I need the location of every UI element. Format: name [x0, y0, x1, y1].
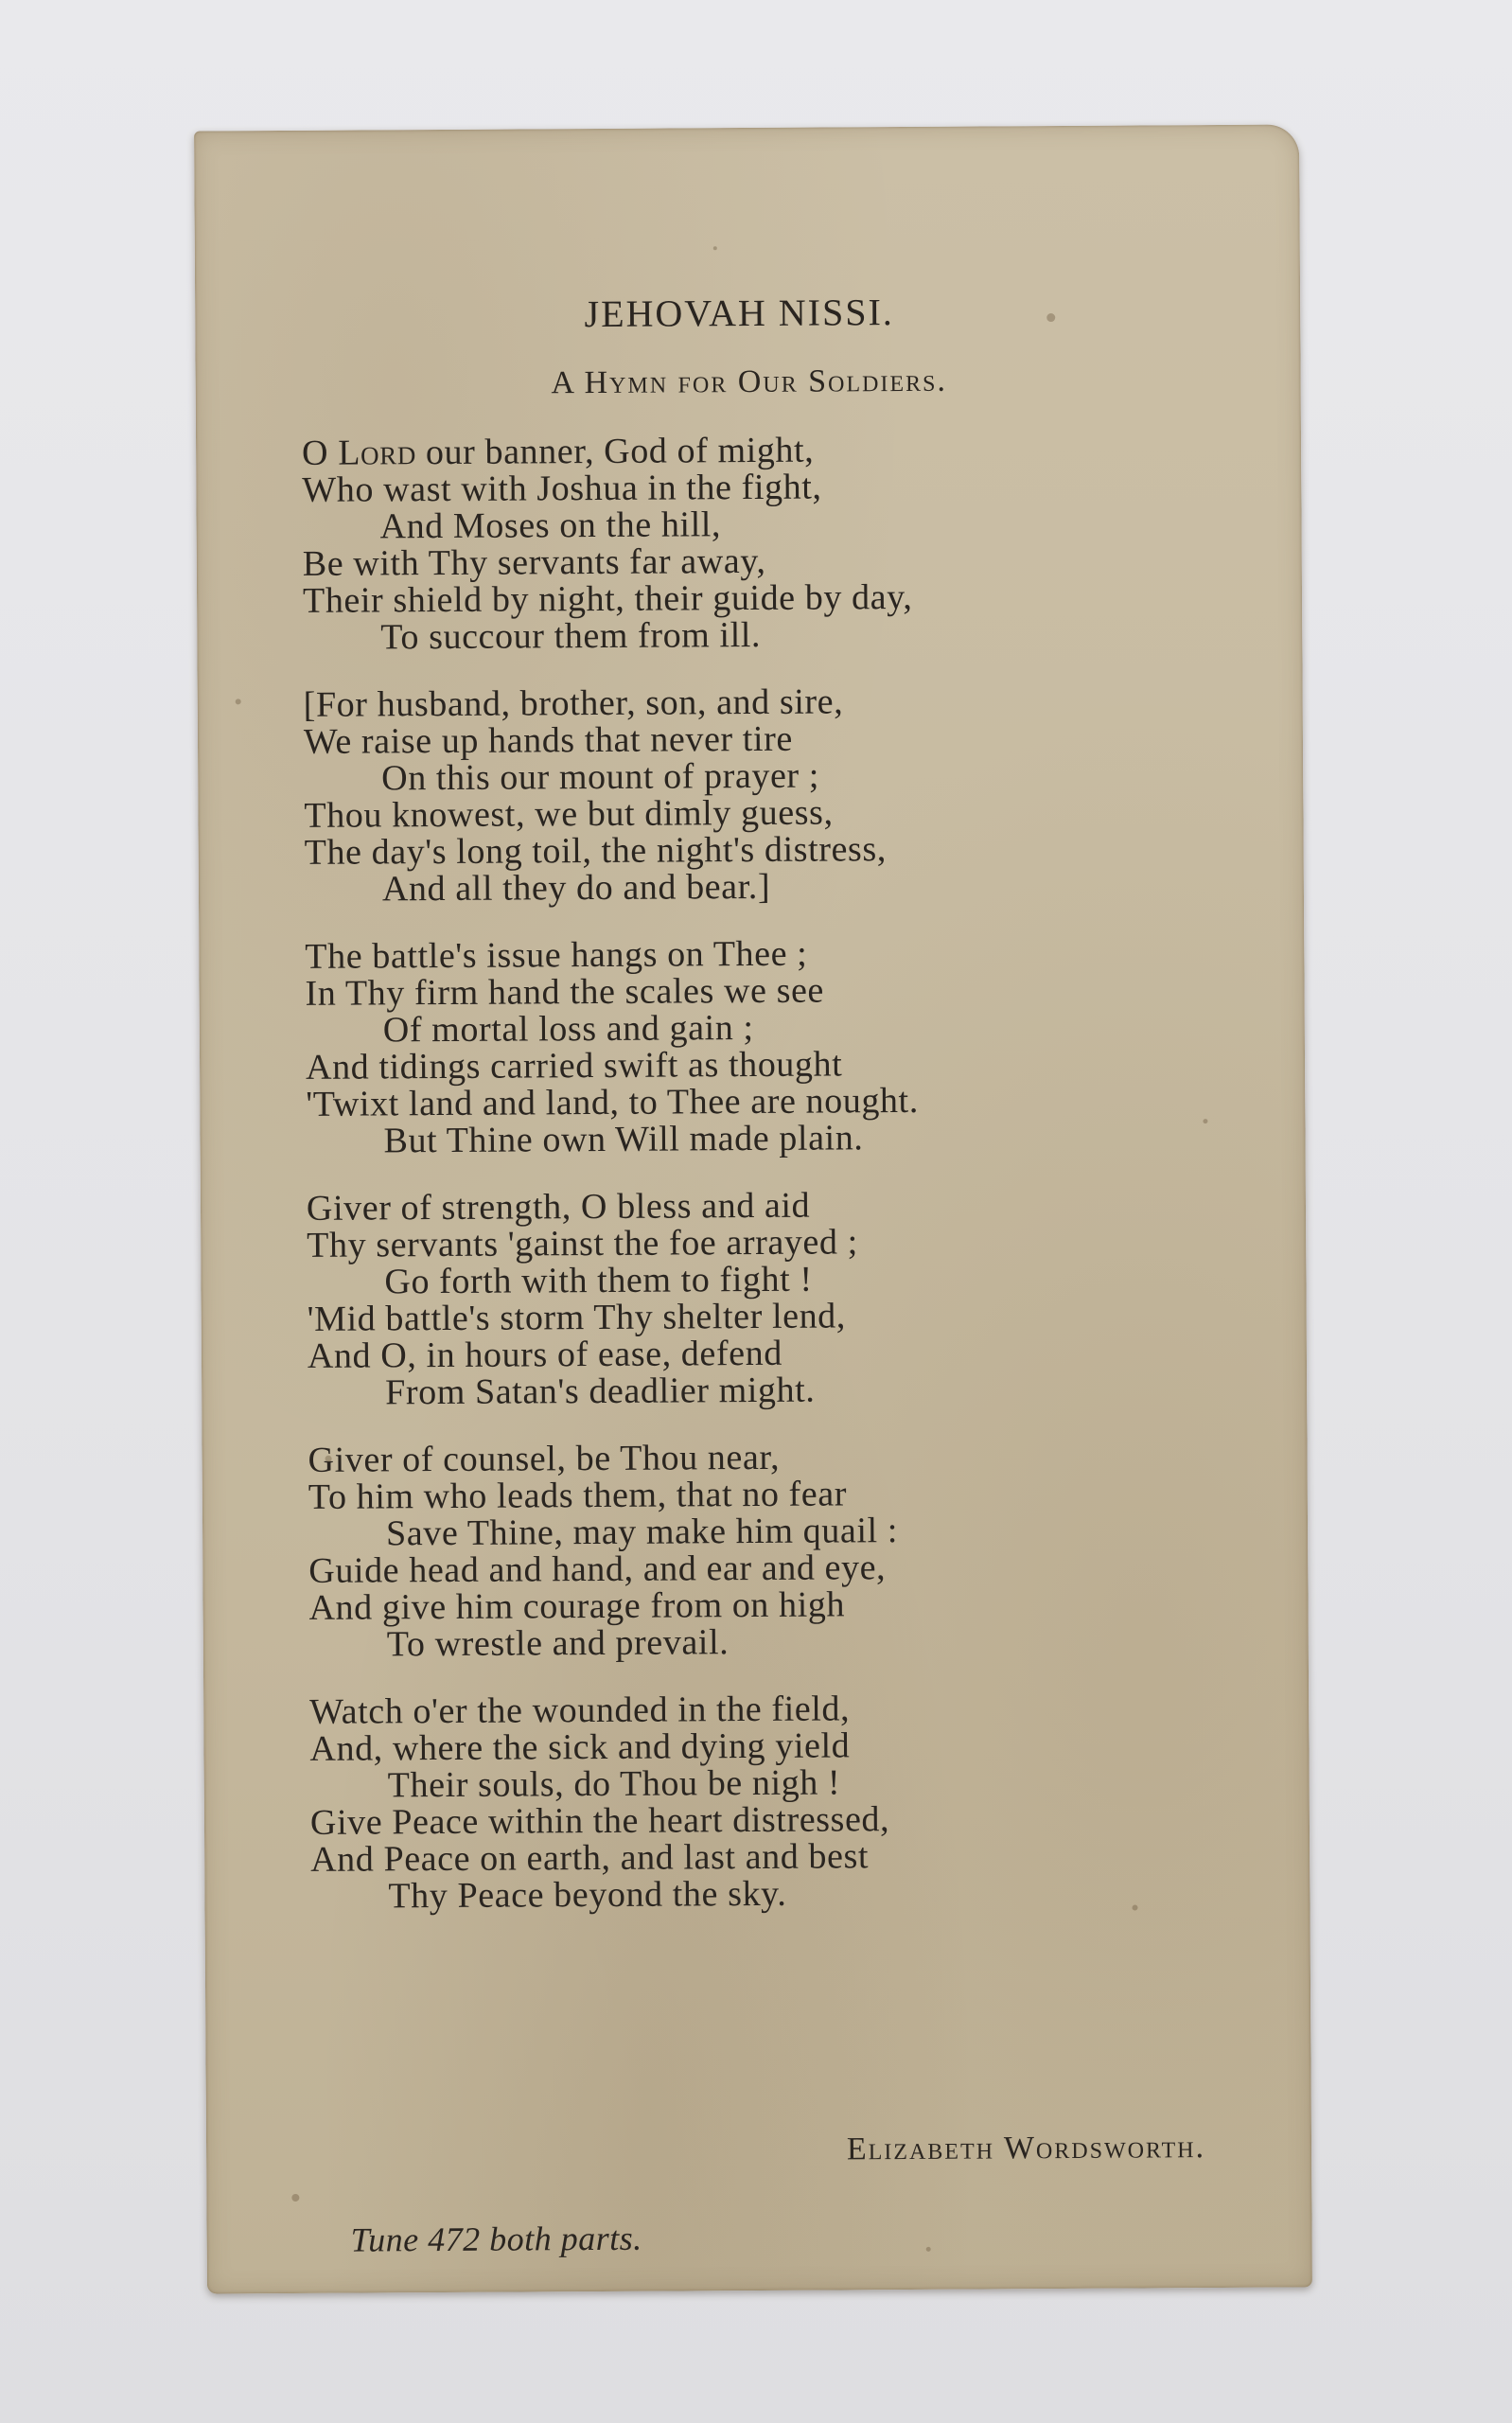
poem-line-text: To him who leads them, that no fear [308, 1474, 848, 1517]
poem-line-text: From Satan's deadlier might. [385, 1370, 816, 1413]
poem-line-text: Save Thine, may make him quail : [385, 1511, 899, 1554]
poem-line [307, 1259, 1291, 1301]
poem-line [305, 933, 1289, 976]
poem-line-text: Thy Peace beyond the sky. [388, 1873, 787, 1917]
poem-line-text: 'Twixt land and land, to Thee are nought. [306, 1080, 919, 1124]
hymn-card [194, 124, 1312, 2293]
paper-speck [236, 699, 241, 704]
poem-line-text: Of mortal loss and gain ; [382, 1007, 754, 1051]
poem-line [304, 755, 1288, 798]
poem-line [308, 1584, 1292, 1627]
poem-line-text: Go forth with them to fight ! [384, 1259, 813, 1302]
poem-line-text: Their shield by night, their guide by day, [302, 576, 913, 621]
poem-line-text: We raise up hands that never tire [303, 718, 793, 762]
poem-line [308, 1296, 1292, 1338]
paper-speck [1132, 1905, 1137, 1911]
poem-line-text: Giver of counsel, be Thou near, [308, 1437, 781, 1480]
poem-line-text: Giver of strength, O bless and aid [306, 1185, 811, 1229]
poem-line [309, 1689, 1293, 1731]
poem-line [303, 540, 1287, 583]
poem-line-text: The day's long toil, the night's distress, [304, 829, 887, 873]
poem-line [306, 1081, 1290, 1123]
poem-line [308, 1437, 1292, 1479]
poem-line [308, 1548, 1292, 1590]
poem-line [310, 1873, 1294, 1916]
stanza [307, 1185, 1292, 1412]
stanza [309, 1689, 1294, 1916]
poem-line-text: 'Mid battle's storm Thy shelter lend, [307, 1296, 847, 1339]
poem-line-text: Give Peace within the heart distressed, [309, 1799, 890, 1843]
poem-line [310, 1762, 1294, 1805]
paper-speck [325, 1456, 332, 1462]
poem-line [308, 1333, 1292, 1375]
poem-line [307, 1185, 1291, 1228]
paper-speck [1203, 1119, 1207, 1123]
poem-line-text: But Thine own Will made plain. [383, 1118, 864, 1161]
poem-line-lead: O Lord [301, 433, 417, 473]
poem-line [304, 792, 1288, 835]
poem-line [309, 1621, 1293, 1664]
hymn-subtitle: A Hymn for Our Soldiers. [551, 363, 948, 401]
poem-line-text: The battle's issue hangs on Thee ; [305, 933, 808, 977]
stanza [308, 1437, 1292, 1664]
paper-speck [291, 2194, 299, 2202]
poem-line-text: To wrestle and prevail. [386, 1622, 730, 1665]
stanza [302, 430, 1287, 657]
poem-line-text: Thy servants 'gainst the foe arrayed ; [307, 1222, 858, 1265]
poem-line [308, 1511, 1292, 1553]
hymn-title: JEHOVAH NISSI. [584, 291, 894, 336]
poem-line-text: In Thy firm hand the scales we see [305, 970, 825, 1014]
poem-line-text: Their souls, do Thou be nigh ! [387, 1762, 841, 1806]
poem-line [304, 681, 1288, 724]
poem-line [307, 1222, 1291, 1265]
poem-line-text: Who wast with Joshua in the fight, [302, 467, 822, 510]
poem-line [303, 577, 1287, 620]
paper-speck [713, 246, 717, 250]
poem-line [306, 1007, 1290, 1050]
poem-body [302, 430, 1295, 1946]
poem-line [303, 614, 1287, 657]
poem-line-text: And, where the sick and dying yield [309, 1725, 851, 1769]
author-name: Elizabeth Wordsworth. [846, 2130, 1206, 2167]
poem-line-text: Thou knowest, we but dimly guess, [304, 792, 834, 836]
poem-line-text: And give him courage from on high [308, 1584, 846, 1628]
poem-line-text: To succour them from ill. [380, 614, 762, 658]
paper-speck [926, 2247, 931, 2252]
poem-line-text: [For husband, brother, son, and sire, [303, 681, 844, 725]
stanza [305, 933, 1290, 1160]
poem-line [305, 970, 1289, 1013]
poem-line [304, 718, 1288, 761]
poem-line [310, 1836, 1294, 1879]
poem-line-text: And Peace on earth, and last and best [310, 1836, 870, 1880]
poem-line-text: Watch o'er the wounded in the field, [309, 1689, 851, 1732]
poem-line-text: On this our mount of prayer ; [381, 755, 820, 799]
poem-line-text: Guide head and hand, and ear and eye, [308, 1548, 887, 1591]
poem-line [305, 866, 1289, 909]
poem-line [308, 1474, 1292, 1516]
poem-line [306, 1118, 1290, 1160]
poem-line-text: Be with Thy servants far away, [302, 540, 766, 584]
poem-line-text: And O, in hours of ease, defend [307, 1333, 782, 1376]
stanza [304, 681, 1289, 909]
poem-line [302, 504, 1286, 546]
poem-line [306, 1044, 1290, 1087]
poem-line [302, 430, 1286, 472]
poem-line [302, 467, 1286, 509]
poem-line [308, 1370, 1292, 1412]
poem-line [309, 1725, 1293, 1768]
poem-line [310, 1799, 1294, 1842]
poem-line-text: And all they do and bear.] [381, 866, 771, 910]
poem-line-text: our banner, God of might, [425, 430, 815, 473]
poem-line-text: And Moses on the hill, [379, 504, 722, 547]
poem-line-text: And tidings carried swift as thought [305, 1044, 843, 1088]
tune-note: Tune 472 both parts. [350, 2219, 642, 2259]
paper-speck [1046, 313, 1055, 322]
poem-line [305, 829, 1289, 872]
